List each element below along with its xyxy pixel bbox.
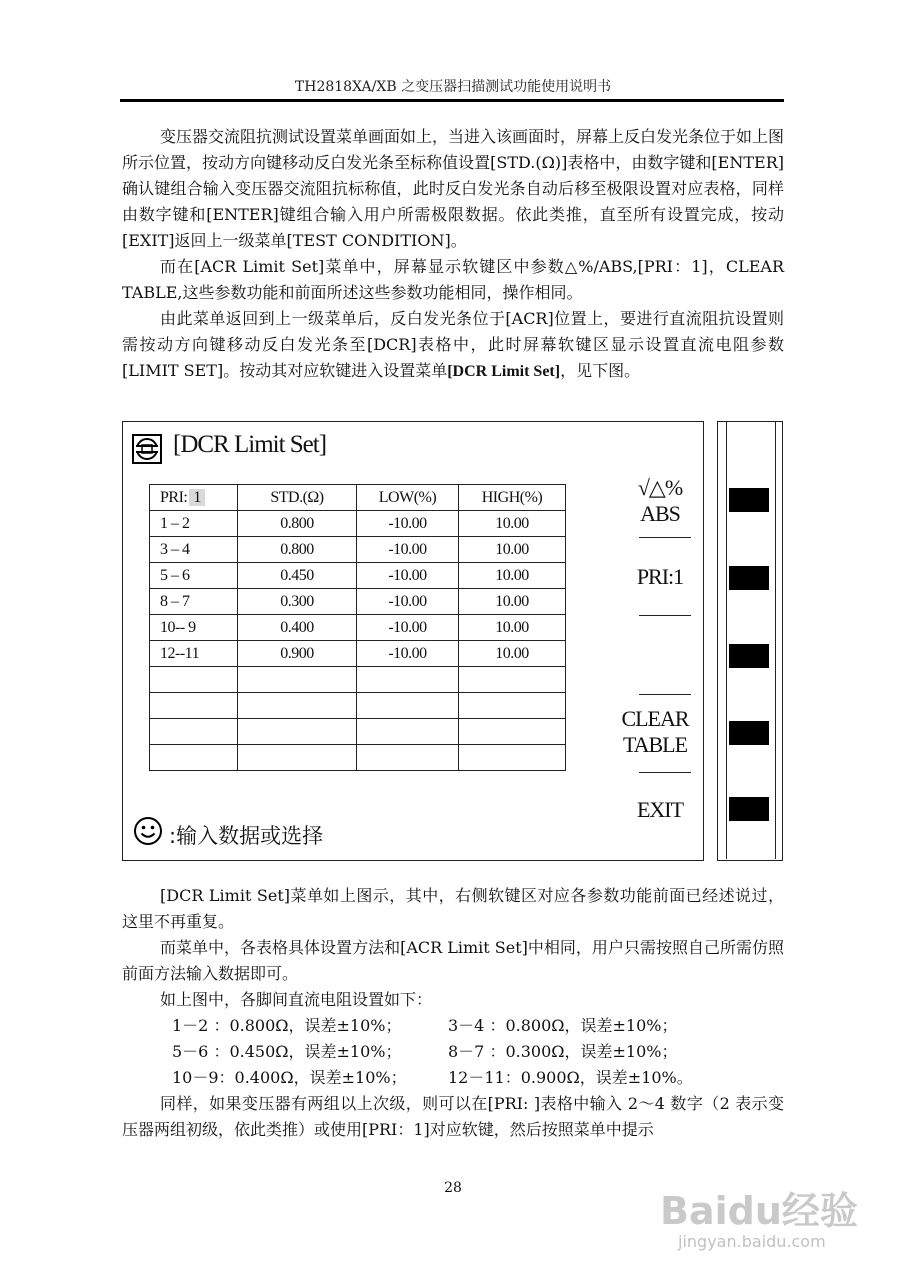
- softkey-label-delta: √△%: [637, 475, 683, 500]
- column-header-low: LOW(%): [357, 485, 459, 511]
- table-row-empty: [150, 719, 566, 745]
- table-row: [150, 641, 566, 667]
- softkey-divider: [639, 694, 691, 695]
- table-header-row: [150, 485, 566, 511]
- table-row: [150, 563, 566, 589]
- paragraph: 同样，如果变压器有两组以上次级，则可以在[PRI: ]表格中输入 2～4 数字（2 表示变压器两组初级，依此类推）或使用[PRI：1]对应软键，然后按照菜单中提示: [122, 1094, 784, 1139]
- softkey-divider: [639, 772, 691, 773]
- low-cell[interactable]: -10.00: [357, 563, 459, 589]
- table-row-empty: [150, 693, 566, 719]
- paragraph: 而菜单中，各表格具体设置方法和[ACR Limit Set]中相同，用户只需按照自己所需仿照前面方法输入数据即可。: [122, 938, 784, 983]
- softkey-5-button[interactable]: [729, 797, 769, 821]
- prompt-text: :输入数据或选择: [169, 824, 324, 848]
- empty-cell[interactable]: [459, 745, 566, 771]
- std-cell[interactable]: 0.900: [238, 641, 357, 667]
- table-row: [150, 537, 566, 563]
- empty-cell[interactable]: [150, 667, 238, 693]
- empty-cell[interactable]: [459, 719, 566, 745]
- header-rule: [120, 99, 784, 102]
- empty-cell[interactable]: [150, 719, 238, 745]
- list-entry: 12－11：0.900Ω，误差±10%。: [448, 1068, 693, 1087]
- high-cell[interactable]: 10.00: [459, 615, 566, 641]
- list-item: [172, 1065, 784, 1091]
- empty-cell[interactable]: [238, 719, 357, 745]
- pin-pair-cell: 1 – 2: [150, 511, 238, 537]
- table-row: [150, 589, 566, 615]
- high-cell[interactable]: 10.00: [459, 511, 566, 537]
- list-entry: 10－9：0.400Ω，误差±10%；: [172, 1068, 407, 1087]
- softkey-label-clear: CLEAR: [621, 706, 689, 731]
- paragraph: [DCR Limit Set]菜单如上图示，其中，右侧软键区对应各参数功能前面已经述说过，这里不再重复。: [122, 886, 784, 931]
- high-cell[interactable]: 10.00: [459, 537, 566, 563]
- softkey-divider: [639, 537, 691, 538]
- low-cell[interactable]: -10.00: [357, 615, 459, 641]
- pin-pair-cell: 12--11: [150, 641, 238, 667]
- std-cell[interactable]: 0.450: [238, 563, 357, 589]
- low-cell[interactable]: -10.00: [357, 589, 459, 615]
- std-cell[interactable]: 0.300: [238, 589, 357, 615]
- softkey-label-clear-table: [608, 706, 702, 758]
- softkey-label-pri: PRI:1: [636, 564, 684, 589]
- list-entry: 1－2 ：0.800Ω，误差±10%；: [172, 1016, 402, 1035]
- column-header-pri: [150, 485, 238, 511]
- empty-cell[interactable]: [357, 745, 459, 771]
- empty-cell[interactable]: [459, 667, 566, 693]
- resistance-list: [122, 1013, 784, 1091]
- table-row: [150, 615, 566, 641]
- softkey-3-button[interactable]: [729, 644, 769, 668]
- empty-cell[interactable]: [357, 719, 459, 745]
- softkey-label-abs: ABS: [640, 501, 680, 526]
- body-text-bottom: [122, 883, 784, 1143]
- paragraph: [122, 306, 784, 385]
- list-item: [172, 1039, 784, 1065]
- list-item: [172, 1013, 784, 1039]
- pri-label: PRI:: [160, 488, 188, 506]
- paragraph-text: 由此菜单返回到上一级菜单后，反白发光条位于[ACR]位置上，要进行直流阻抗设置则需按动方向键移动反白发光条至[DCR]表格中，此时屏幕软键区显示设置直流电阻参数[LIMIT SET]。按动其对应软键进入设置菜单: [122, 309, 784, 380]
- empty-cell[interactable]: [238, 745, 357, 771]
- smiley-icon: [133, 816, 163, 846]
- paragraph: 如上图中，各脚间直流电阻设置如下：: [160, 990, 433, 1009]
- list-entry: 8－7 ：0.300Ω，误差±10%；: [448, 1042, 678, 1061]
- column-header-std: STD.(Ω): [238, 485, 357, 511]
- list-entry: 3－4 ：0.800Ω，误差±10%；: [448, 1016, 678, 1035]
- low-cell[interactable]: -10.00: [357, 511, 459, 537]
- softkey-divider: [639, 615, 691, 616]
- paragraph-text: ，见下图。: [560, 361, 641, 380]
- std-cell[interactable]: 0.800: [238, 537, 357, 563]
- body-text-top: [122, 124, 784, 385]
- table-row-empty: [150, 667, 566, 693]
- menu-name-bold: [DCR Limit Set]: [447, 363, 561, 380]
- paragraph: 而在[ACR Limit Set]菜单中，屏幕显示软键区中参数△%/ABS,[PRI：1]，CLEAR TABLE,这些参数功能和前面所述这些参数功能相同，操作相同。: [122, 257, 784, 302]
- std-cell[interactable]: 0.800: [238, 511, 357, 537]
- watermark-url: jingyan.baidu.com: [678, 1232, 826, 1251]
- empty-cell[interactable]: [459, 693, 566, 719]
- watermark-brand: Baidu经验: [660, 1189, 858, 1233]
- pin-pair-cell: 8 – 7: [150, 589, 238, 615]
- column-header-high: HIGH(%): [459, 485, 566, 511]
- screen-title: [DCR Limit Set]: [173, 431, 327, 458]
- table-row: [150, 511, 566, 537]
- low-cell[interactable]: -10.00: [357, 641, 459, 667]
- softkey-panel: [717, 421, 783, 861]
- high-cell[interactable]: 10.00: [459, 641, 566, 667]
- header-title: TH2818XA/XB 之变压器扫描测试功能使用说明书: [294, 79, 612, 95]
- empty-cell[interactable]: [357, 667, 459, 693]
- empty-cell[interactable]: [150, 693, 238, 719]
- low-cell[interactable]: -10.00: [357, 537, 459, 563]
- softkey-label-delta-abs: [620, 475, 700, 527]
- empty-cell[interactable]: [357, 693, 459, 719]
- empty-cell[interactable]: [150, 745, 238, 771]
- softkey-label-exit: EXIT: [636, 797, 684, 822]
- limit-table: [149, 484, 566, 771]
- watermark: [660, 1180, 900, 1270]
- softkey-4-button[interactable]: [729, 721, 769, 745]
- softkey-2-button[interactable]: [729, 566, 769, 590]
- page-number: 28: [444, 1180, 462, 1196]
- high-cell[interactable]: 10.00: [459, 563, 566, 589]
- empty-cell[interactable]: [238, 667, 357, 693]
- pin-pair-cell: 5 – 6: [150, 563, 238, 589]
- pri-value-field[interactable]: 1: [189, 489, 205, 506]
- softkey-1-button[interactable]: [729, 488, 769, 512]
- pin-pair-cell: 10-- 9: [150, 615, 238, 641]
- table-row-empty: [150, 745, 566, 771]
- high-cell[interactable]: 10.00: [459, 589, 566, 615]
- paragraph: 变压器交流阻抗测试设置菜单画面如上，当进入该画面时，屏幕上反白发光条位于如上图所示位置，按动方向键移动反白发光条至标称值设置[STD.(Ω)]表格中，由数字键和[ENTER]确认键组合输入变压器交流阻抗标称值，此时反白发光条自动后移至极限设置对应表格，同样由数字键和[ENTER]键组合输入用户所需极限数据。依此类推，直至所有设置完成，按动[EXIT]返回上一级菜单[TEST CONDITION]。: [122, 127, 785, 250]
- menu-icon: [132, 434, 162, 464]
- empty-cell[interactable]: [238, 693, 357, 719]
- list-entry: 5－6 ：0.450Ω，误差±10%；: [172, 1042, 402, 1061]
- instrument-screen: [122, 421, 704, 861]
- softkey-label-table: TABLE: [622, 732, 688, 757]
- pin-pair-cell: 3 – 4: [150, 537, 238, 563]
- std-cell[interactable]: 0.400: [238, 615, 357, 641]
